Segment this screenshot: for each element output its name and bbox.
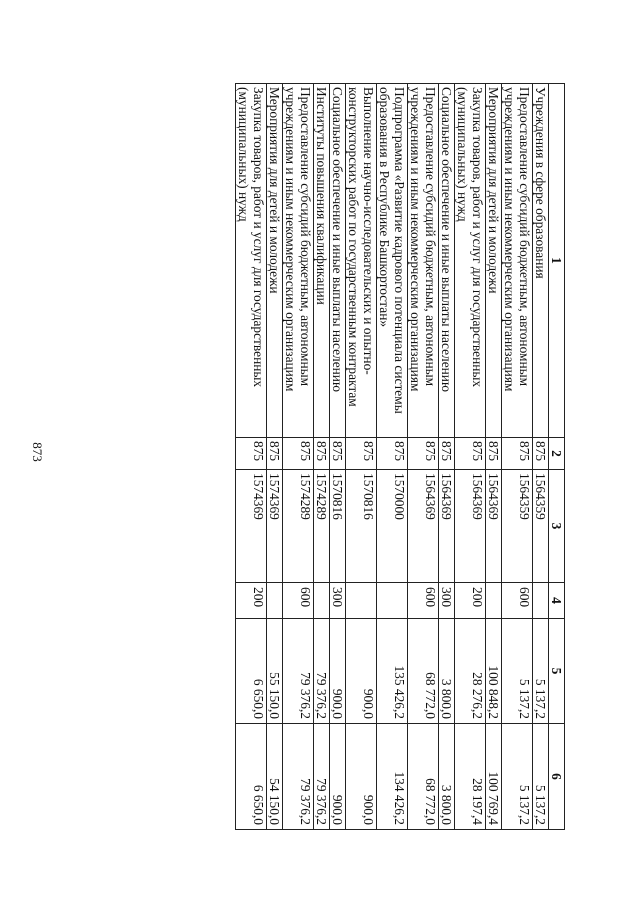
column-header: 6 (549, 724, 565, 830)
table-row (502, 84, 533, 830)
target-article-cell: 1564359 (533, 470, 549, 583)
target-article-cell: 1574369 (267, 470, 283, 583)
amount-cell: 100 769,4 (486, 724, 502, 830)
amount-cell: 900,0 (346, 619, 377, 724)
expense-type-cell (314, 583, 330, 619)
amount-cell: 5 137,2 (533, 619, 549, 724)
expense-type-cell: 300 (439, 583, 455, 619)
ministry-code-cell: 875 (377, 438, 408, 470)
ministry-code-cell: 875 (267, 438, 283, 470)
budget-table (235, 83, 565, 830)
row-name-cell: Закупка товаров, работ и услуг для государственных (муниципальных) нужд (455, 84, 486, 438)
expense-type-cell: 600 (283, 583, 314, 619)
rotated-table-container (85, 83, 565, 829)
expense-type-cell (533, 583, 549, 619)
target-article-cell: 1574369 (236, 470, 267, 583)
table-row (236, 84, 267, 830)
table-row (377, 84, 408, 830)
table-row (283, 84, 314, 830)
amount-cell: 100 848,2 (486, 619, 502, 724)
table-row (408, 84, 439, 830)
row-name-cell: Закупка товаров, работ и услуг для государственных (муниципальных) нужд (236, 84, 267, 438)
expense-type-cell (267, 583, 283, 619)
amount-cell: 900,0 (346, 724, 377, 830)
amount-cell: 5 137,2 (533, 724, 549, 830)
row-name-cell: Социальное обеспечение и иные выплаты населению (439, 84, 455, 438)
ministry-code-cell: 875 (455, 438, 486, 470)
table-row (346, 84, 377, 830)
table-row (439, 84, 455, 830)
target-article-cell: 1564359 (502, 470, 533, 583)
table-row (330, 84, 346, 830)
amount-cell: 134 426,2 (377, 724, 408, 830)
row-name-cell: Подпрограмма «Развитие кадрового потенциала системы образования в Республике Башкортостан» (377, 84, 408, 438)
table-row (533, 84, 549, 830)
column-header: 5 (549, 619, 565, 724)
target-article-cell: 1570000 (377, 470, 408, 583)
row-name-cell: Выполнение научно-исследовательских и опытно-конструкторских работ по государственным контрактам (346, 84, 377, 438)
amount-cell: 79 376,2 (283, 619, 314, 724)
amount-cell: 900,0 (330, 619, 346, 724)
target-article-cell: 1574289 (314, 470, 330, 583)
amount-cell: 54 150,0 (267, 724, 283, 830)
row-name-cell: Предоставление субсидий бюджетным, автономным учреждениям и иным некоммерческим организациям (408, 84, 439, 438)
amount-cell: 79 376,2 (314, 619, 330, 724)
expense-type-cell (377, 583, 408, 619)
row-name-cell: Институты повышения квалификации (314, 84, 330, 438)
target-article-cell: 1574289 (283, 470, 314, 583)
table-row (267, 84, 283, 830)
ministry-code-cell: 875 (314, 438, 330, 470)
expense-type-cell: 600 (408, 583, 439, 619)
amount-cell: 3 800,0 (439, 724, 455, 830)
column-header: 4 (549, 583, 565, 619)
amount-cell: 135 426,2 (377, 619, 408, 724)
expense-type-cell: 300 (330, 583, 346, 619)
target-article-cell: 1564369 (439, 470, 455, 583)
row-name-cell: Мероприятия для детей и молодежи (486, 84, 502, 438)
amount-cell: 6 650,0 (236, 619, 267, 724)
ministry-code-cell: 875 (533, 438, 549, 470)
ministry-code-cell: 875 (346, 438, 377, 470)
table-row (455, 84, 486, 830)
amount-cell: 28 197,4 (455, 724, 486, 830)
amount-cell: 28 276,2 (455, 619, 486, 724)
ministry-code-cell: 875 (408, 438, 439, 470)
ministry-code-cell: 875 (486, 438, 502, 470)
amount-cell: 68 772,0 (408, 724, 439, 830)
amount-cell: 3 800,0 (439, 619, 455, 724)
ministry-code-cell: 875 (236, 438, 267, 470)
ministry-code-cell: 875 (283, 438, 314, 470)
target-article-cell: 1564369 (455, 470, 486, 583)
column-header: 1 (549, 84, 565, 438)
amount-cell: 900,0 (330, 724, 346, 830)
column-header: 2 (549, 438, 565, 470)
table-header-row (549, 84, 565, 830)
row-name-cell: Учреждения в сфере образования (533, 84, 549, 438)
expense-type-cell: 200 (455, 583, 486, 619)
expense-type-cell: 200 (236, 583, 267, 619)
amount-cell: 68 772,0 (408, 619, 439, 724)
amount-cell: 5 137,2 (502, 724, 533, 830)
target-article-cell: 1564369 (408, 470, 439, 583)
amount-cell: 79 376,2 (283, 724, 314, 830)
page-number: 873 (30, 442, 45, 462)
target-article-cell: 1564369 (486, 470, 502, 583)
row-name-cell: Предоставление субсидий бюджетным, автономным учреждениям и иным некоммерческим организациям (502, 84, 533, 438)
ministry-code-cell: 875 (502, 438, 533, 470)
row-name-cell: Социальное обеспечение и иные выплаты населению (330, 84, 346, 438)
ministry-code-cell: 875 (330, 438, 346, 470)
amount-cell: 79 376,2 (314, 724, 330, 830)
expense-type-cell (486, 583, 502, 619)
row-name-cell: Мероприятия для детей и молодежи (267, 84, 283, 438)
amount-cell: 6 650,0 (236, 724, 267, 830)
table-body (236, 84, 549, 830)
target-article-cell: 1570816 (330, 470, 346, 583)
column-header: 3 (549, 470, 565, 583)
expense-type-cell (346, 583, 377, 619)
table-row (314, 84, 330, 830)
amount-cell: 55 150,0 (267, 619, 283, 724)
row-name-cell: Предоставление субсидий бюджетным, автономным учреждениям и иным некоммерческим организациям (283, 84, 314, 438)
ministry-code-cell: 875 (439, 438, 455, 470)
amount-cell: 5 137,2 (502, 619, 533, 724)
target-article-cell: 1570816 (346, 470, 377, 583)
table-row (486, 84, 502, 830)
expense-type-cell: 600 (502, 583, 533, 619)
